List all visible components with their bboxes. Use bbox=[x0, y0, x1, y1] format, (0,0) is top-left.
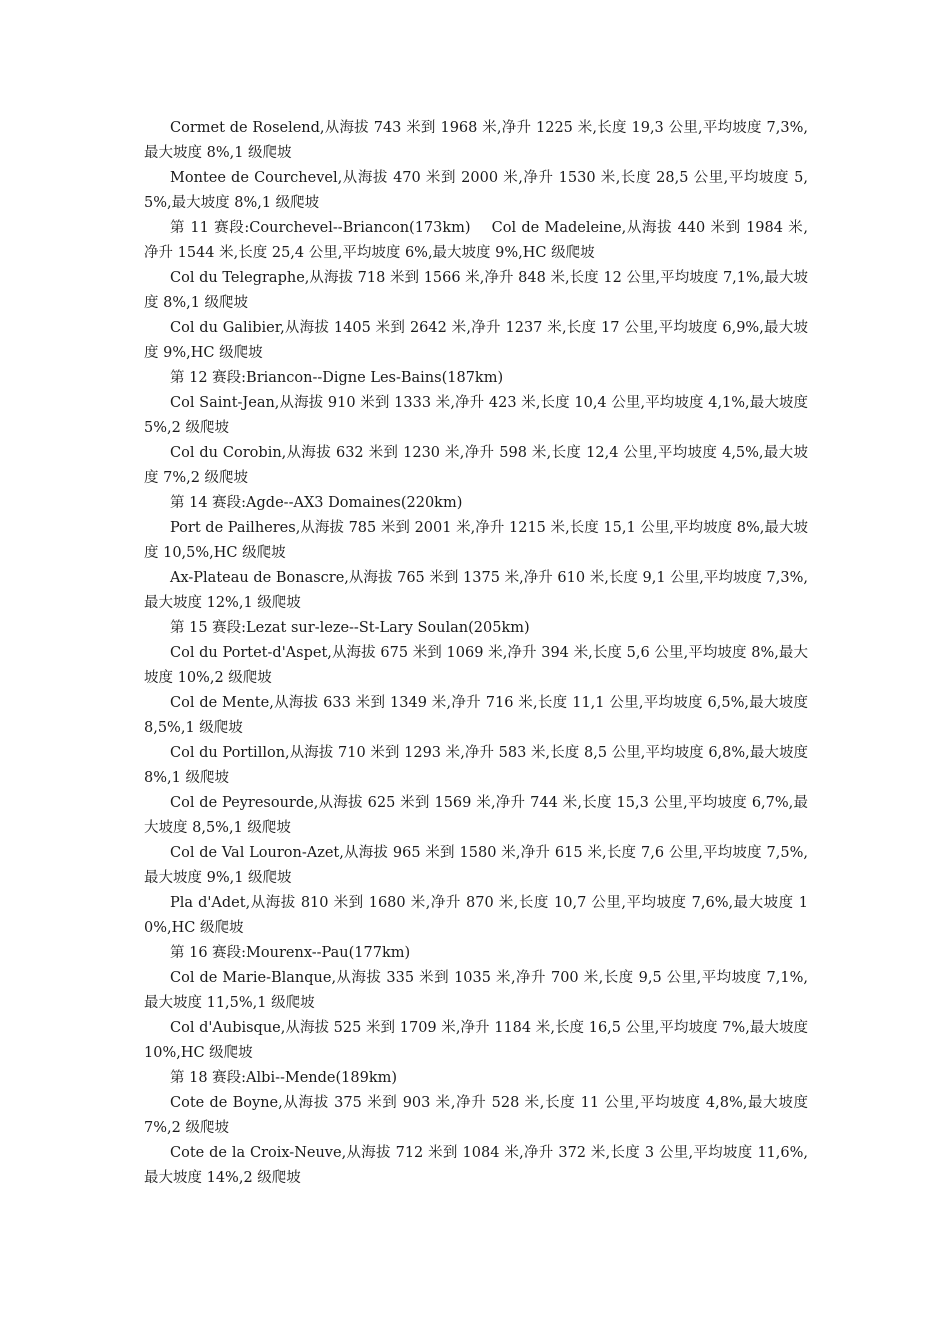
paragraph: Col du Portillon,从海拔 710 米到 1293 米,净升 583 米,长度 8,5 公里,平均坡度 6,8%,最大坡度 8%,1 级爬坡 bbox=[144, 745, 808, 786]
paragraph: Col de Marie-Blanque,从海拔 335 米到 1035 米,净升 700 米,长度 9,5 公里,平均坡度 7,1%,最大坡度 11,5%,1 级爬坡 bbox=[144, 970, 808, 1011]
document-body bbox=[144, 116, 808, 1191]
paragraph: Cote de Boyne,从海拔 375 米到 903 米,净升 528 米,长度 11 公里,平均坡度 4,8%,最大坡度 7%,2 级爬坡 bbox=[144, 1095, 808, 1136]
paragraph: Cormet de Roselend,从海拔 743 米到 1968 米,净升 1225 米,长度 19,3 公里,平均坡度 7,3%,最大坡度 8%,1 级爬坡 bbox=[144, 120, 808, 161]
paragraph: Montee de Courchevel,从海拔 470 米到 2000 米,净升 1530 米,长度 28,5 公里,平均坡度 5,5%,最大坡度 8%,1 级爬坡 bbox=[144, 170, 808, 211]
stage-heading: 第 15 赛段:Lezat sur-leze--St-Lary Soulan(205km) bbox=[170, 620, 530, 636]
paragraph: Col du Telegraphe,从海拔 718 米到 1566 米,净升 848 米,长度 12 公里,平均坡度 7,1%,最大坡度 8%,1 级爬坡 bbox=[144, 270, 808, 311]
paragraph: Col de Val Louron-Azet,从海拔 965 米到 1580 米,净升 615 米,长度 7,6 公里,平均坡度 7,5%,最大坡度 9%,1 级爬坡 bbox=[144, 845, 808, 886]
stage-heading: 第 14 赛段:Agde--AX3 Domaines(220km) bbox=[170, 495, 463, 511]
stage-heading: 第 16 赛段:Mourenx--Pau(177km) bbox=[170, 945, 411, 961]
paragraph: Col de Mente,从海拔 633 米到 1349 米,净升 716 米,长度 11,1 公里,平均坡度 6,5%,最大坡度 8,5%,1 级爬坡 bbox=[144, 695, 808, 736]
paragraph: Col Saint-Jean,从海拔 910 米到 1333 米,净升 423 米,长度 10,4 公里,平均坡度 4,1%,最大坡度 5%,2 级爬坡 bbox=[144, 395, 808, 436]
paragraph: Col du Galibier,从海拔 1405 米到 2642 米,净升 1237 米,长度 17 公里,平均坡度 6,9%,最大坡度 9%,HC 级爬坡 bbox=[144, 320, 808, 361]
paragraph: Col de Peyresourde,从海拔 625 米到 1569 米,净升 744 米,长度 15,3 公里,平均坡度 6,7%,最大坡度 8,5%,1 级爬坡 bbox=[144, 795, 808, 836]
paragraph: Ax-Plateau de Bonascre,从海拔 765 米到 1375 米,净升 610 米,长度 9,1 公里,平均坡度 7,3%,最大坡度 12%,1 级爬坡 bbox=[144, 570, 808, 611]
paragraph: Col du Portet-d'Aspet,从海拔 675 米到 1069 米,净升 394 米,长度 5,6 公里,平均坡度 8%,最大坡度 10%,2 级爬坡 bbox=[144, 645, 808, 686]
stage-heading: 第 12 赛段:Briancon--Digne Les-Bains(187km) bbox=[170, 370, 504, 386]
paragraph: Col d'Aubisque,从海拔 525 米到 1709 米,净升 1184 米,长度 16,5 公里,平均坡度 7%,最大坡度 10%,HC 级爬坡 bbox=[144, 1020, 808, 1061]
paragraph: Port de Pailheres,从海拔 785 米到 2001 米,净升 1215 米,长度 15,1 公里,平均坡度 8%,最大坡度 10,5%,HC 级爬坡 bbox=[144, 520, 808, 561]
paragraph: Cote de la Croix-Neuve,从海拔 712 米到 1084 米,净升 372 米,长度 3 公里,平均坡度 11,6%,最大坡度 14%,2 级爬坡 bbox=[144, 1145, 808, 1186]
paragraph: Col du Corobin,从海拔 632 米到 1230 米,净升 598 米,长度 12,4 公里,平均坡度 4,5%,最大坡度 7%,2 级爬坡 bbox=[144, 445, 808, 486]
stage-heading: 第 18 赛段:Albi--Mende(189km) bbox=[170, 1070, 398, 1086]
paragraph: Pla d'Adet,从海拔 810 米到 1680 米,净升 870 米,长度 10,7 公里,平均坡度 7,6%,最大坡度 10%,HC 级爬坡 bbox=[144, 895, 808, 936]
stage-heading-paragraph: 第 11 赛段:Courchevel--Briancon(173km) Col de Madeleine,从海拔 440 米到 1984 米,净升 1544 米,长度 25,4 公里,平均坡度 6%,最大坡度 9%,HC 级爬坡 bbox=[144, 220, 808, 261]
